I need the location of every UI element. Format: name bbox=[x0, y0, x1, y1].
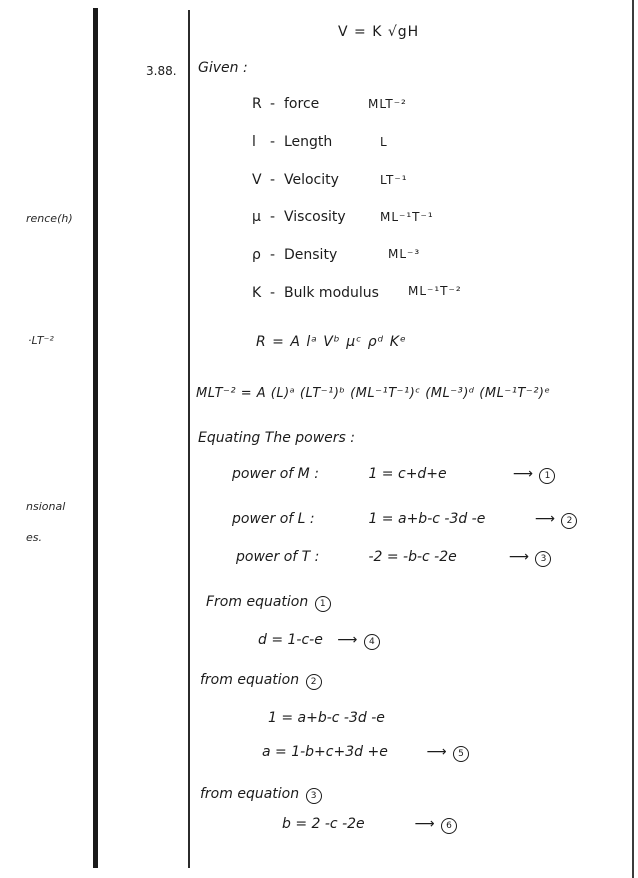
relation-equation: R = A lᵃ Vᵇ μᶜ ρᵈ Kᵉ bbox=[256, 334, 407, 350]
power-equation: -2 = -b-c -2e bbox=[368, 549, 457, 565]
arrow-icon: ⟶ bbox=[337, 632, 358, 648]
margin-note: ·LT⁻² bbox=[28, 334, 54, 347]
power-row bbox=[236, 549, 551, 567]
power-equation: 1 = a+b-c -3d -e bbox=[368, 511, 486, 527]
given-name: Bulk modulus bbox=[284, 285, 379, 301]
derived-row bbox=[258, 632, 380, 650]
given-dimension: ML⁻³ bbox=[388, 247, 421, 261]
power-row bbox=[232, 511, 577, 529]
right-edge-rule bbox=[632, 0, 634, 878]
derived-equation: d = 1-c-e bbox=[258, 632, 323, 648]
derived-equation: 1 = a+b-c -3d -e bbox=[268, 710, 385, 726]
given-symbol: R bbox=[252, 96, 262, 112]
equation-ref: 5 bbox=[453, 746, 469, 762]
from-equation-label: From equation bbox=[206, 594, 309, 610]
given-symbol: μ bbox=[252, 209, 261, 225]
power-equation: 1 = c+d+e bbox=[368, 466, 447, 482]
derived-row bbox=[262, 744, 469, 762]
margin-note: es. bbox=[26, 531, 42, 544]
given-name: force bbox=[284, 96, 320, 112]
top-equation: V = K √gH bbox=[338, 24, 420, 40]
dimensional-equation: MLT⁻² = A (L)ᵃ (LT⁻¹)ᵇ (ML⁻¹T⁻¹)ᶜ (ML⁻³)ᵈ (ML⁻¹T⁻²)ᵉ bbox=[196, 386, 551, 401]
equation-ref: 1 bbox=[539, 468, 555, 484]
given-dimension: ML⁻¹T⁻¹ bbox=[380, 210, 434, 224]
given-dimension: L bbox=[380, 135, 388, 149]
equation-ref: 4 bbox=[364, 634, 380, 650]
power-label: power of L : bbox=[232, 511, 315, 527]
power-label: power of T : bbox=[236, 549, 320, 565]
power-row bbox=[232, 466, 555, 484]
arrow-icon: ⟶ bbox=[534, 511, 555, 527]
derived-row bbox=[282, 816, 457, 834]
given-symbol: l bbox=[252, 134, 256, 150]
from-equation-heading bbox=[200, 672, 322, 690]
given-symbol: V bbox=[252, 172, 262, 188]
power-label: power of M : bbox=[232, 466, 319, 482]
equation-ref: 1 bbox=[315, 596, 331, 612]
equation-ref: 6 bbox=[441, 818, 457, 834]
equation-ref: 2 bbox=[561, 513, 577, 529]
given-dimension: LT⁻¹ bbox=[380, 173, 408, 187]
equating-label: Equating The powers : bbox=[198, 430, 355, 446]
given-name: Length bbox=[284, 134, 333, 150]
given-symbol: ρ bbox=[252, 247, 261, 263]
arrow-icon: ⟶ bbox=[512, 466, 533, 482]
from-equation-heading bbox=[206, 594, 331, 612]
given-dimension: MLT⁻² bbox=[368, 97, 407, 111]
arrow-icon: ⟶ bbox=[414, 816, 435, 832]
equation-ref: 3 bbox=[306, 788, 322, 804]
notebook-page: rence(h) ·LT⁻² nsional es. V = K √gH 3.88. Given : R - force MLT⁻² l - Length L V - Velocity LT⁻¹ μ - Viscosity ML⁻¹T⁻¹ ρ - Density ML⁻³ K - Bulk modulus ML⁻¹T⁻² R = A lᵃ Vᵇ μᶜ ρᵈ Kᵉ MLT⁻² = A (L)ᵃ (LT⁻¹)ᵇ (ML⁻¹T⁻¹)ᶜ (ML⁻³)ᵈ (ML⁻¹T⁻²)ᵉ Equating The powers : power of M : 1 = c+d+e ⟶ 1 power of L : 1 = a+b-c -3d -e ⟶ 2 power of T : -2 = -b-c -2e ⟶ 3 From equation 1 d = 1-c-e ⟶ 4 from equation 2 1 = a+b-c -3d -e a = 1-b+c+3d +e ⟶ 5 from equation 3 b = 2 -c -2e ⟶ 6 bbox=[0, 0, 638, 878]
given-name: Viscosity bbox=[284, 209, 346, 225]
from-equation-label: from equation bbox=[200, 672, 300, 688]
given-name: Velocity bbox=[284, 172, 339, 188]
given-symbol: K bbox=[252, 285, 262, 301]
given-name: Density bbox=[284, 247, 338, 263]
arrow-icon: ⟶ bbox=[508, 549, 529, 565]
derived-equation: b = 2 -c -2e bbox=[282, 816, 365, 832]
equation-ref: 3 bbox=[535, 551, 551, 567]
margin-note: nsional bbox=[26, 500, 66, 513]
given-dimension: ML⁻¹T⁻² bbox=[408, 284, 462, 298]
equation-ref: 2 bbox=[306, 674, 322, 690]
from-equation-heading bbox=[200, 786, 322, 804]
arrow-icon: ⟶ bbox=[426, 744, 447, 760]
derived-equation: a = 1-b+c+3d +e bbox=[262, 744, 388, 760]
inner-margin-rule bbox=[188, 10, 190, 868]
from-equation-label: from equation bbox=[200, 786, 300, 802]
problem-number: 3.88. bbox=[146, 64, 177, 78]
given-label: Given : bbox=[198, 60, 248, 76]
margin-note: rence(h) bbox=[26, 212, 73, 225]
left-margin-rule bbox=[93, 8, 98, 868]
